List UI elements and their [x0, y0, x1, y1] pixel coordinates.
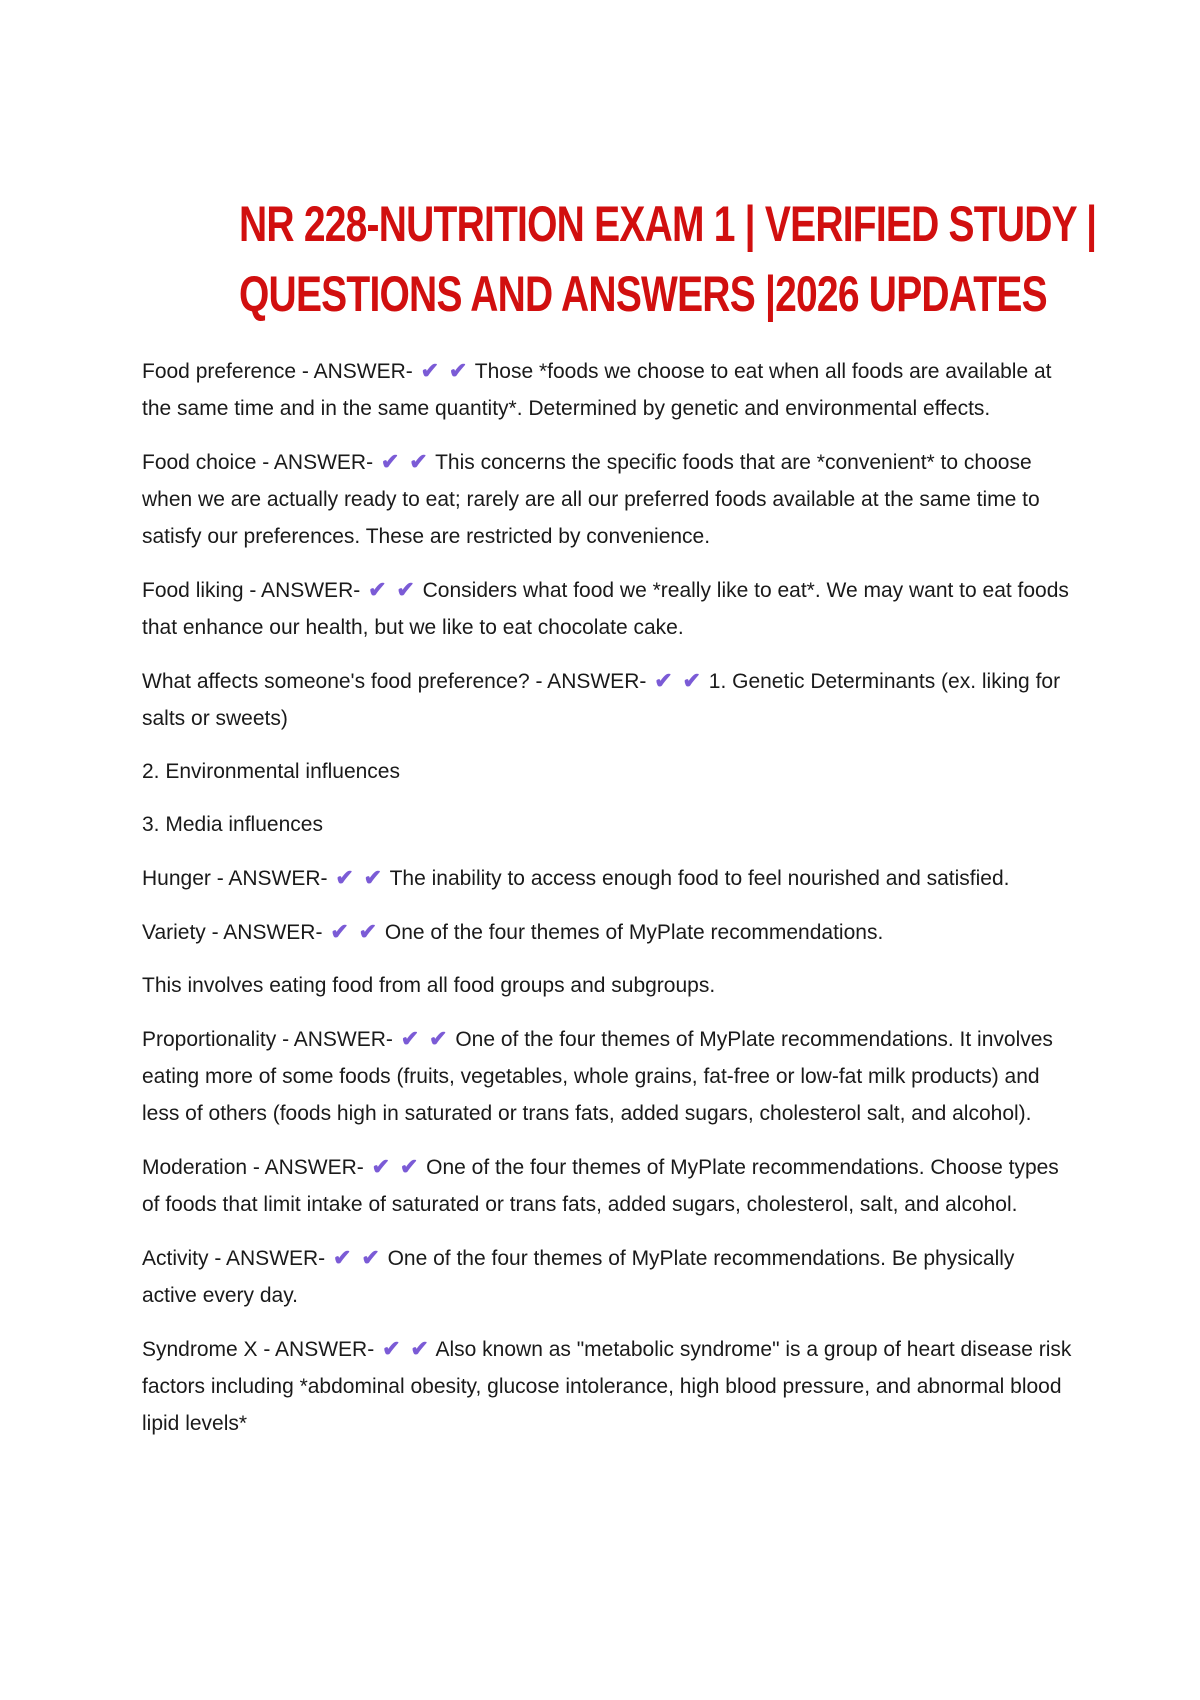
- checkmark-icon: ✔: [368, 577, 387, 602]
- checkmark-icon: ✔: [363, 865, 383, 890]
- variety-followup: This involves eating food from all food groups and subgroups.: [142, 974, 716, 997]
- qa-entry-proportionality: [142, 1020, 1072, 1132]
- qa-entry-syndrome-x: [142, 1330, 1072, 1442]
- entry-term: Variety - ANSWER-: [142, 921, 323, 944]
- document-title: [239, 189, 1097, 329]
- title-line-1: NR 228-NUTRITION EXAM 1 | VERIFIED STUDY |: [239, 195, 1097, 252]
- entry-definition: One of the four themes of MyPlate recommendations. Be physically active every day.: [142, 1247, 1015, 1307]
- checkmark-icon: ✔: [358, 919, 378, 944]
- list-item-media: 3. Media influences: [142, 813, 323, 836]
- checkmark-icon: ✔: [399, 1154, 419, 1179]
- entry-definition: 1. Genetic Determinants (ex. liking for salts or sweets): [142, 670, 1061, 730]
- entry-definition: One of the four themes of MyPlate recommendations.: [384, 921, 884, 944]
- entry-definition: One of the four themes of MyPlate recommendations. It involves eating more of some foods (fruits, vegetables, whole grains, fat-free or low-fat milk products) and less of others (foods high in saturated or trans fats, added sugars, cholesterol salt, and alcohol).: [142, 1028, 1053, 1125]
- checkmark-icon: ✔: [409, 449, 428, 474]
- qa-entry-food-preference: [142, 352, 1072, 427]
- entry-term: Activity - ANSWER-: [142, 1247, 326, 1270]
- qa-entry-variety: [142, 913, 1072, 951]
- entry-definition: Those *foods we choose to eat when all foods are available at the same time and in the same quantity*. Determined by genetic and environmental effects.: [142, 360, 1052, 420]
- entry-definition: This concerns the specific foods that are *convenient* to choose when we are actually ready to eat; rarely are all our preferred foods available at the same time to satisfy our preferences. These are restricted by convenience.: [142, 451, 1040, 548]
- checkmark-icon: ✔: [400, 1026, 420, 1051]
- qa-entry-activity: [142, 1239, 1072, 1314]
- list-item-environmental: 2. Environmental influences: [142, 760, 400, 783]
- entry-definition: Considers what food we *really like to eat*. We may want to eat foods that enhance our health, but we like to eat chocolate cake.: [142, 579, 1069, 639]
- checkmark-icon: ✔: [682, 668, 701, 693]
- entry-term: Food liking - ANSWER-: [142, 579, 361, 602]
- entry-term: Hunger - ANSWER-: [142, 867, 328, 890]
- checkmark-icon: ✔: [429, 1026, 448, 1051]
- title-line-2: QUESTIONS AND ANSWERS |2026 UPDATES: [239, 265, 1047, 322]
- qa-entry-food-choice: [142, 443, 1072, 555]
- entry-term: Food preference - ANSWER-: [142, 360, 413, 383]
- checkmark-icon: ✔: [382, 1336, 401, 1361]
- entry-term: What affects someone's food preference? - ANSWER-: [142, 670, 647, 693]
- checkmark-icon: ✔: [380, 449, 400, 474]
- entry-term: Proportionality - ANSWER-: [142, 1028, 393, 1051]
- checkmark-icon: ✔: [420, 358, 440, 383]
- checkmark-icon: ✔: [396, 577, 415, 602]
- checkmark-icon: ✔: [335, 865, 354, 890]
- checkmark-icon: ✔: [333, 1245, 352, 1270]
- qa-entry-moderation: [142, 1148, 1072, 1223]
- checkmark-icon: ✔: [361, 1245, 380, 1270]
- checkmark-icon: ✔: [330, 919, 349, 944]
- entry-definition: Also known as "metabolic syndrome" is a group of heart disease risk factors including *abdominal obesity, glucose intolerance, high blood pressure, and abnormal blood lipid levels*: [142, 1338, 1072, 1435]
- checkmark-icon: ✔: [371, 1154, 391, 1179]
- checkmark-icon: ✔: [654, 668, 673, 693]
- qa-list: [142, 352, 1072, 1458]
- qa-entry-food-preference-factors: [142, 662, 1072, 737]
- qa-entry-hunger: [142, 859, 1072, 897]
- checkmark-icon: ✔: [448, 358, 468, 383]
- entry-term: Moderation - ANSWER-: [142, 1156, 364, 1179]
- entry-definition: The inability to access enough food to feel nourished and satisfied.: [389, 867, 1010, 890]
- entry-term: Food choice - ANSWER-: [142, 451, 374, 474]
- entry-definition: One of the four themes of MyPlate recommendations. Choose types of foods that limit intake of saturated or trans fats, added sugars, cholesterol, salt, and alcohol.: [142, 1156, 1059, 1216]
- entry-term: Syndrome X - ANSWER-: [142, 1338, 375, 1361]
- checkmark-icon: ✔: [410, 1336, 429, 1361]
- qa-entry-food-liking: [142, 571, 1072, 646]
